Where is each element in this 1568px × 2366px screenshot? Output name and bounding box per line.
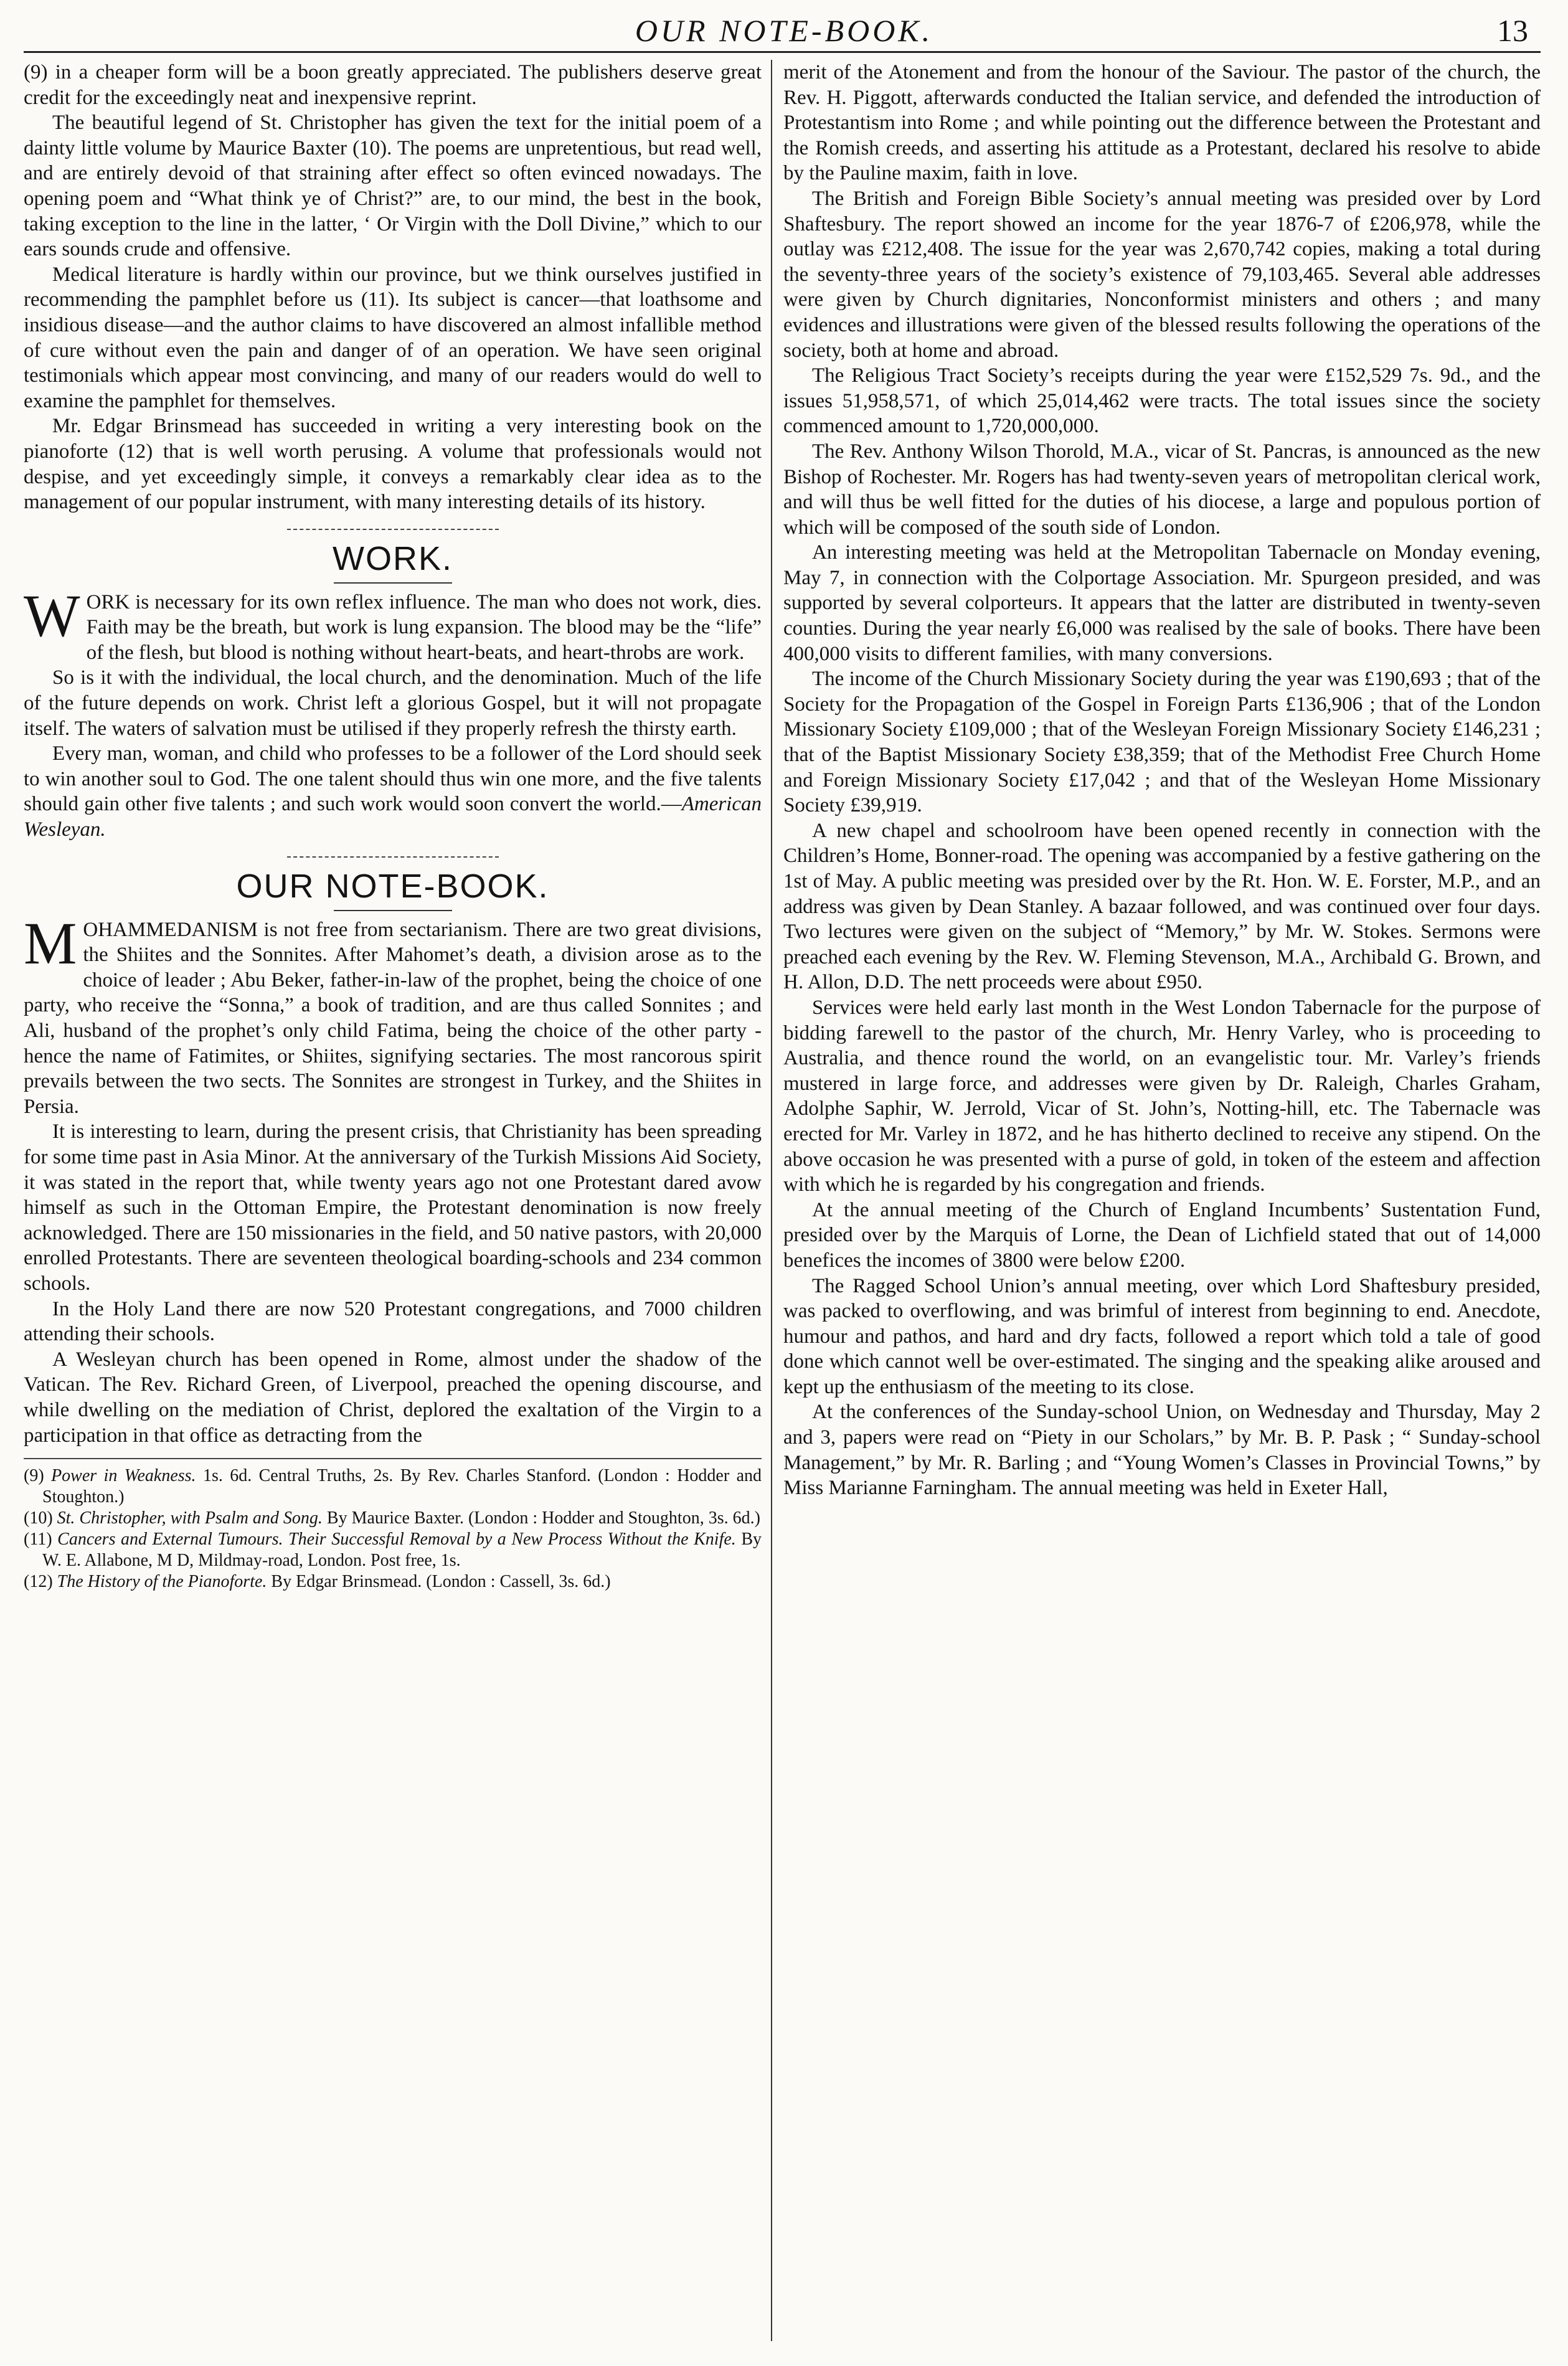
section-divider [287, 856, 499, 858]
footnote-title: St. Christopher, with Psalm and Song. [57, 1508, 323, 1528]
drop-cap: M [24, 909, 77, 977]
paragraph: In the Holy Land there are now 520 Protestant congregations, and 7000 children attending their schools. [24, 1297, 762, 1346]
left-column [24, 60, 762, 2342]
footnote-title: Power in Weakness. [51, 1466, 196, 1486]
header-rule [24, 51, 1541, 53]
paragraph: The Rev. Anthony Wilson Thorold, M.A., vicar of St. Pancras, is announced as the new Bishop of Rochester. Mr. Rogers has had twenty-seven years of metropolitan clerical work, and will thus be well fitted for the duties of his diocese, a large and populous portion of which will be composed of the south side of London. [783, 440, 1541, 539]
paragraph: A new chapel and schoolroom have been opened recently in connection with the Children’s Home, Bonner-road. The opening was accompanied by a festive gathering on the 1st of May. A public meeting was presided over by the Rt. Hon. W. E. Forster, M.P., and an address was given by Dean Stanley. A bazaar followed, and was continued over four days. Two lectures were given on the subject of “Memory,” by Mr. W. Stokes. Sermons were preached each evening by the Rev. W. Fleming Stevenson, M.A., Archibald G. Brown, and H. Allon, D.D. The nett proceeds were about £950. [783, 819, 1541, 994]
heading-rule [334, 582, 452, 584]
paragraph: The Religious Tract Society’s receipts during the year were £152,529 7s. 9d., and the issues 51,958,571, of which 25,014,462 were tracts. The total issues since the society commenced amount to 1,720,000,000. [783, 364, 1541, 438]
work-paragraph-3 [24, 741, 762, 842]
paragraph: The Ragged School Union’s annual meeting, over which Lord Shaftesbury presided, was packed to overflowing, and was brimful of interest from beginning to end. Anecdote, humour and pathos, and hard and dry facts, followed a report which told a tale of good done which cannot well be over-estimated. The singing and the speaking alike aroused and kept up the enthusiasm of the meeting to its close. [783, 1274, 1541, 1398]
paragraph: The beautiful legend of St. Christopher has given the text for the initial poem of a dainty little volume by Maurice Baxter (10). The poems are unpretentious, but read well, and are entirely devoid of that straining after effect so often evinced nowadays. The opening poem and “What think ye of Christ?” are, to our mind, the best in the book, taking exception to the line in the latter, ‘ Or Virgin with the Doll Divine,” which to our ears sounds crude and offensive. [24, 111, 762, 261]
footnote-title: The History of the Pianoforte. [57, 1572, 267, 1592]
column-divider [771, 60, 772, 2341]
paragraph: A Wesleyan church has been opened in Rome, almost under the shadow of the Vatican. The Rev. Richard Green, of Liverpool, preached the opening discourse, and while dwelling on the mediation of Christ, deplored the exaltation of the Virgin to a participation in that office as detracting from the [24, 1348, 762, 1447]
footnote [24, 1571, 762, 1592]
footnote-text: By W. E. Allabone, M D, Mildmay-road, London. Post free, 1s. [42, 1530, 762, 1571]
footnote [24, 1508, 762, 1529]
footnotes [24, 1458, 762, 1592]
paragraph: Mr. Edgar Brinsmead has succeeded in writing a very interesting book on the pianoforte (12) that is well worth perusing. A volume that professionals would not despise, and yet exceedingly simple, it conveys a remarkably clear idea as to the management of our popular instrument, with many interesting details of its history. [24, 415, 762, 514]
paragraph: merit of the Atonement and from the honour of the Saviour. The pastor of the church, the Rev. H. Piggott, afterwards conducted the Italian service, and defended the introduction of Protestantism into Rome ; and while pointing out the difference between the Protestant and the Romish creeds, and asserting his attitude as a Protestant, declared his resolve to abide by the Pauline maxim, faith in love. [783, 61, 1541, 185]
notebook-paragraph-1 [24, 909, 762, 1120]
section-heading-notebook: OUR NOTE-BOOK. [236, 867, 549, 905]
footnote-number: (11) [24, 1530, 52, 1550]
page-number: 13 [1497, 13, 1528, 48]
paragraph: The British and Foreign Bible Society’s annual meeting was presided over by Lord Shaftesbury. The report showed an income for the year 1876-7 of £206,978, while the outlay was £212,408. The issue for the year was 2,670,742 copies, making a total during the seventy-three years of the society’s existence of 79,103,465. Several able addresses were given by Church dignitaries, Nonconformist ministers and others ; and many evidences and illustrations were given of the blessed results following the operations of the society, both at home and abroad. [783, 187, 1541, 362]
paragraph: An interesting meeting was held at the Metropolitan Tabernacle on Monday evening, May 7, in connection with the Colportage Association. Mr. Spurgeon presided, and was supported by several colporteurs. It appears that the latter are distributed in twenty-seven counties. During the year nearly £6,000 was realised by the sale of books. There have been 400,000 visits to different families, with many conversions. [783, 541, 1541, 665]
footnote-number: (10) [24, 1508, 53, 1528]
paragraph: So is it with the individual, the local church, and the denomination. Much of the life of the future depends on work. Christ left a glorious Gospel, but it will not propagate itself. The waters of salvation must be utilised if they properly refresh the thirsty earth. [24, 666, 762, 740]
footnote-text: By Maurice Baxter. (London : Hodder and Stoughton, 3s. 6d.) [322, 1508, 760, 1528]
drop-cap: W [24, 582, 80, 649]
paragraph: It is interesting to learn, during the present crisis, that Christianity has been spreading for some time past in Asia Minor. At the anniversary of the Turkish Missions Aid Society, it was stated in the report that, while twenty years ago not one Protestant dared avow himself as such in the Ottoman Empire, the Protestant denomination is now freely acknowledged. There are 150 missionaries in the field, and 50 native pastors, with 20,000 enrolled Protestants. There are seventeen theological boarding-schools and 234 common schools. [24, 1120, 762, 1295]
footnote-text: 1s. 6d. Central Truths, 2s. By Rev. Charles Stanford. (London : Hodder and Stoughton.) [42, 1466, 762, 1507]
paragraph: The income of the Church Missionary Society during the year was £190,693 ; that of the Society for the Propagation of the Gospel in Foreign Parts £136,906 ; that of the London Missionary Society £109,000 ; that of the Wesleyan Foreign Missionary Society £146,231 ; that of the Baptist Missionary Society £38,359; that of the Methodist Free Church Home and Foreign Missionary Society £17,042 ; and that of the Wesleyan Home Missionary Society £39,919. [783, 668, 1541, 817]
source-attribution: American Wesleyan. [24, 793, 762, 841]
paragraph: Services were held early last month in the West London Tabernacle for the purpose of bidding farewell to the pastor of the church, Mr. Henry Varley, who is proceeding to Australia, and thence round the world, on an evangelistic tour. Mr. Varley’s friends mustered in large force, and addresses were given by Dr. Raleigh, Charles Graham, Adolphe Saphir, W. Jerrold, Vicar of St. John’s, Notting-hill, etc. The Tabernacle was erected for Mr. Varley in 1872, and he has hitherto declined to receive any stipend. On the above occasion he was presented with a purse of gold, in token of the esteem and affection with which he is regarded by his congregation and friends. [783, 996, 1541, 1196]
footnote-number: (9) [24, 1466, 44, 1486]
paragraph: At the annual meeting of the Church of England Incumbents’ Sustentation Fund, presided over by the Marquis of Lorne, the Dean of Lichfield stated that out of 14,000 benefices the incomes of 3800 were below £200. [783, 1198, 1541, 1272]
heading-rule [334, 910, 452, 911]
footnote-text: By Edgar Brinsmead. (London : Cassell, 3s. 6d.) [267, 1572, 611, 1592]
paragraph: At the conferences of the Sunday-school Union, on Wednesday and Thursday, May 2 and 3, papers were read on “Piety in our Scholars,” by Mr. B. P. Pask ; “ Sunday-school Management,” by Mr. R. Barling ; and “Young Women’s Classes in Provincial Towns,” by Miss Marianne Farningham. The annual meeting was held in Exeter Hall, [783, 1401, 1541, 1500]
footnote-number: (12) [24, 1572, 53, 1592]
footnote-title: Cancers and External Tumours. Their Successful Removal by a New Process Without the Knife. [57, 1530, 736, 1550]
paragraph: (9) in a cheaper form will be a boon greatly appreciated. The publishers deserve great credit for the exceedingly neat and inexpensive reprint. [24, 61, 762, 109]
running-head [0, 9, 1568, 52]
work-paragraph-1 [24, 582, 762, 666]
right-column [783, 60, 1541, 2342]
footnote [24, 1465, 762, 1508]
footnote [24, 1529, 762, 1571]
paragraph-text: Every man, woman, and child who professes to be a follower of the Lord should seek to win another soul to God. The one talent should thus win one more, and the five talents should gain other five talents ; and such work would soon convert the world.— [24, 742, 762, 816]
paragraph-text: OHAMMEDANISM is not free from sectarianism. There are two great divisions, the Shiites and the Sonnites. After Mahomet’s death, a division arose as to the choice of leader ; Abu Beker, father-in-law of the prophet, being the choice of one party, who receive the “Sonna,” a book of tradition, and are thus called Sonnites ; and Ali, husband of the prophet’s only child Fatima, being the choice of the other party - hence the name of Fatimites, or Shiites, signifying sectaries. The most rancorous spirit prevails between the two sects. The Sonnites are strongest in Turkey, and the Shiites in Persia. [24, 918, 762, 1118]
section-divider [287, 529, 499, 530]
section-heading-work: WORK. [333, 539, 453, 577]
paragraph: Medical literature is hardly within our province, but we think ourselves justified in recommending the pamphlet before us (11). Its subject is cancer—that loathsome and insidious disease—and the author claims to have discovered an almost infallible method of cure without even the pain and danger of of an operation. We have seen original testimonials which appear most convincing, and many of our readers would do well to examine the pamphlet for themselves. [24, 263, 762, 412]
paragraph-text: ORK is necessary for its own reflex influence. The man who does not work, dies. Faith may be the breath, but work is lung expansion. The blood may be the “life” of the flesh, but blood is nothing without heart-beats, and heart-throbs are work. [86, 590, 762, 664]
running-title: OUR NOTE-BOOK. [635, 13, 933, 48]
